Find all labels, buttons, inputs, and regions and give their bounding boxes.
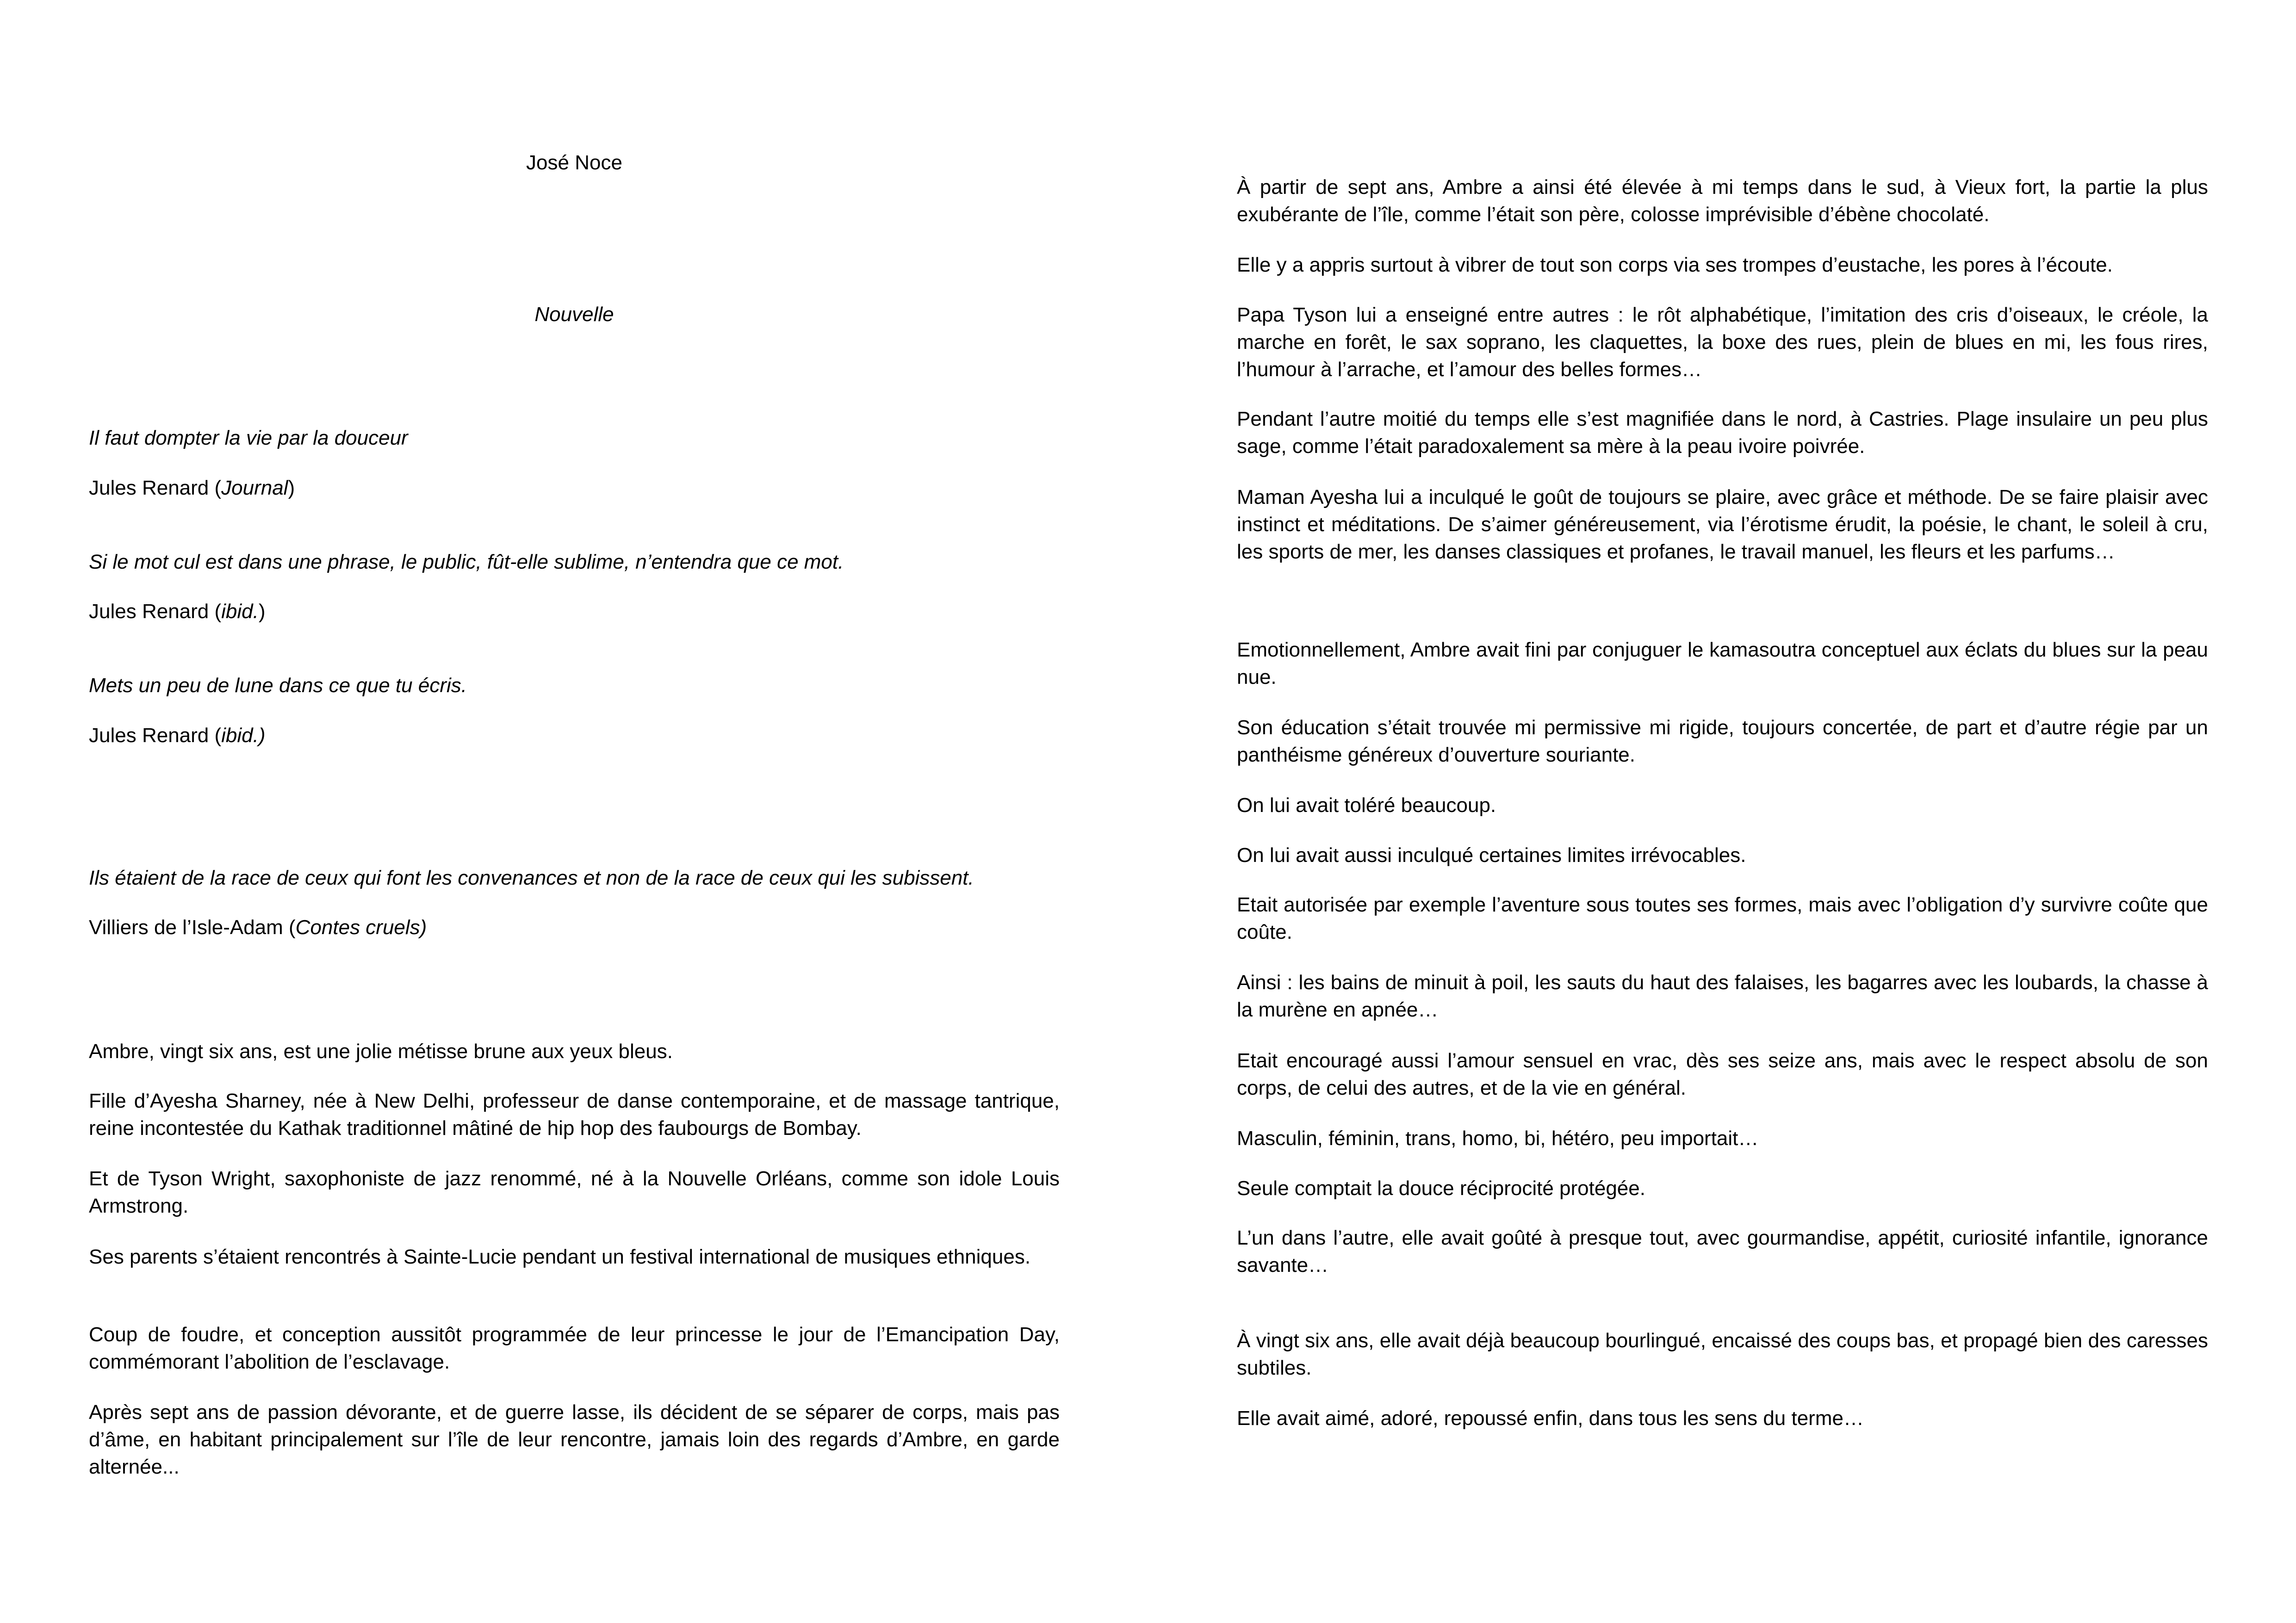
paragraph: Ses parents s’étaient rencontrés à Sainte-Lucie pendant un festival international de musiques ethniques. [89,1245,1031,1268]
paragraph: Pendant l’autre moitié du temps elle s’est magnifiée dans le nord, à Castries. Plage insulaire un peu plus sage, comme l’était paradoxalement sa mère à la peau ivoire poivrée. [1237,408,2208,458]
epigraph-2-quote: Si le mot cul est dans une phrase, le public, fût-elle sublime, n’entendra que ce mot. [89,551,844,573]
paragraph: Emotionnellement, Ambre avait fini par conjuguer le kamasoutra conceptuel aux éclats du blues sur la peau nue. [1237,638,2208,688]
paragraph: Ambre, vingt six ans, est une jolie métisse brune aux yeux bleus. [89,1040,673,1063]
epigraph-4-attribution: Villiers de l’Isle-Adam (Contes cruels) [89,916,427,939]
paragraph: Après sept ans de passion dévorante, et de guerre lasse, ils décident de se séparer de corps, mais pas d’âme, en habitant principalement sur l’île de leur rencontre, jamais loin des regards d’Ambre, en garde alternée... [89,1401,1060,1478]
epigraph-4-quote: Ils étaient de la race de ceux qui font les convenances et non de la race de ceux qui les subissent. [89,867,974,889]
paragraph: Et de Tyson Wright, saxophoniste de jazz renommé, né à la Nouvelle Orléans, comme son idole Louis Armstrong. [89,1167,1060,1217]
right-page [1237,0,2208,1623]
paragraph: Masculin, féminin, trans, homo, bi, hétéro, peu importait… [1237,1127,1759,1150]
author-name: José Noce [526,151,622,174]
epigraph-2-attribution: Jules Renard (ibid.) [89,600,266,623]
epigraph-1-quote: Il faut dompter la vie par la douceur [89,427,408,449]
paragraph: Ainsi : les bains de minuit à poil, les sauts du haut des falaises, les bagarres avec les loubards, la chasse à la murène en apnée… [1237,971,2208,1021]
paragraph: Etait autorisée par exemple l’aventure sous toutes ses formes, mais avec l’obligation d’y survivre coûte que coûte. [1237,893,2208,943]
paragraph: Elle avait aimé, adoré, repoussé enfin, dans tous les sens du terme… [1237,1407,1864,1430]
paragraph: Etait encouragé aussi l’amour sensuel en vrac, dès ses seize ans, mais avec le respect absolu de son corps, de celui des autres, et de la vie en général. [1237,1049,2208,1099]
paragraph: On lui avait aussi inculqué certaines limites irrévocables. [1237,844,1746,867]
paragraph: Seule comptait la douce réciprocité protégée. [1237,1177,1645,1200]
paragraph: Papa Tyson lui a enseigné entre autres : le rôt alphabétique, l’imitation des cris d’oiseaux, le créole, la marche en forêt, le sax soprano, les claquettes, la boxe des rues, plein de blues en mi, les fous rires, l’humour à l’arrache, et l’amour des belles formes… [1237,304,2208,381]
left-page [89,0,1060,1623]
genre-label: Nouvelle [534,303,614,326]
paragraph: Son éducation s’était trouvée mi permissive mi rigide, toujours concertée, de part et d’autre régie par un panthéisme généreux d’ouverture souriante. [1237,716,2208,766]
paragraph: Fille d’Ayesha Sharney, née à New Delhi, professeur de danse contemporaine, et de massage tantrique, reine incontestée du Kathak traditionnel mâtiné de hip hop des faubourgs de Bombay. [89,1090,1060,1140]
paragraph: Maman Ayesha lui a inculqué le goût de toujours se plaire, avec grâce et méthode. De se faire plaisir avec instinct et méditations. De s’aimer généreusement, via l’érotisme érudit, la poésie, le chant, le soleil à cru, les sports de mer, les danses classiques et profanes, le travail manuel, les fleurs et les parfums… [1237,486,2208,563]
epigraph-3-quote: Mets un peu de lune dans ce que tu écris. [89,674,467,697]
paragraph: L’un dans l’autre, elle avait goûté à presque tout, avec gourmandise, appétit, curiosité infantile, ignorance savante… [1237,1227,2208,1276]
paragraph: Elle y a appris surtout à vibrer de tout son corps via ses trompes d’eustache, les pores à l’écoute. [1237,254,2113,276]
epigraph-3-attribution: Jules Renard (ibid.) [89,724,266,747]
epigraph-1-attribution: Jules Renard (Journal) [89,477,295,499]
paragraph: À vingt six ans, elle avait déjà beaucoup bourlingué, encaissé des coups bas, et propagé bien des caresses subtiles. [1237,1329,2208,1379]
paragraph: À partir de sept ans, Ambre a ainsi été élevée à mi temps dans le sud, à Vieux fort, la partie la plus exubérante de l’île, comme l’était son père, colosse imprévisible d’ébène chocolaté. [1237,176,2208,226]
paragraph: On lui avait toléré beaucoup. [1237,794,1496,817]
paragraph: Coup de foudre, et conception aussitôt programmée de leur princesse le jour de l’Emancipation Day, commémorant l’abolition de l’esclavage. [89,1323,1060,1373]
